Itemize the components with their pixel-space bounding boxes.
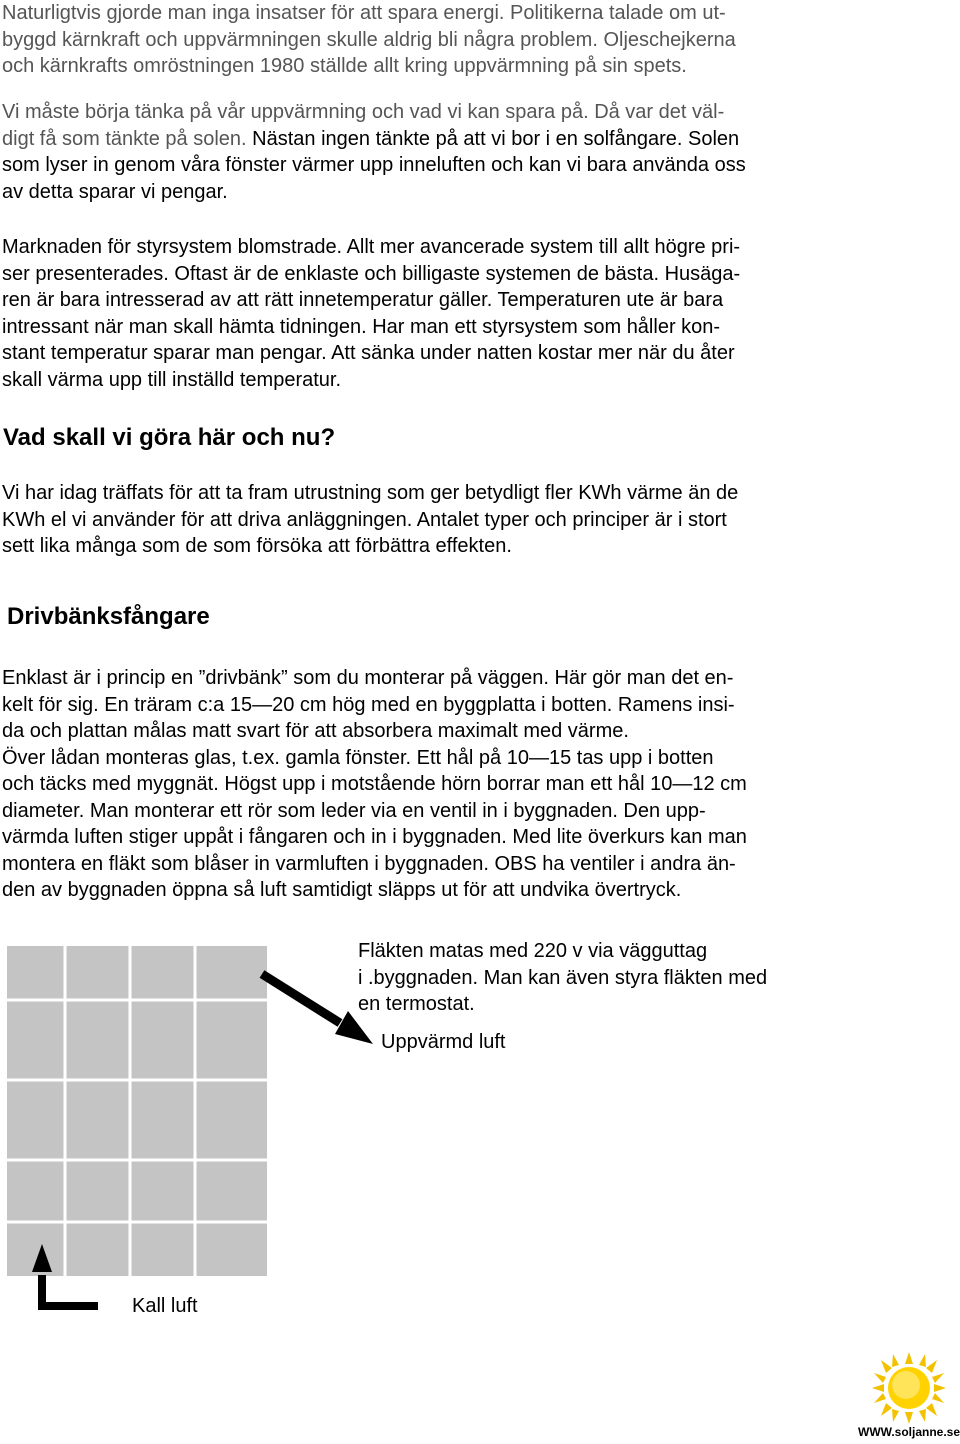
paragraph-line: byggd kärnkraft och uppvärmningen skulle aldrig bli några problem. Oljeschejkerna [2,28,736,51]
fan-note-line: Fläkten matas med 220 v via vägguttag [358,940,708,962]
paragraph-line: och täcks med myggnät. Högst upp i motstående hörn borrar man ett hål 10—12 cm [2,773,747,795]
paragraph-line: Naturligtvis gjorde man inga insatser för att spara energi. Politikerna talade om ut- [2,2,726,24]
paragraph-line: KWh el vi använder för att driva anläggningen. Antalet typer och principer är i stort [2,508,727,531]
paragraph-line: intressant när man skall hämta tidningen. Har man ett styrsystem som håller kon- [2,315,721,338]
paragraph-line: ser presenterades. Oftast är de enklaste och billigaste systemen de bästa. Husäga- [2,262,741,285]
paragraph-line: Över lådan monteras glas, t.ex. gamla fönster. Ett hål på 10—15 tas upp i botten [2,746,714,769]
paragraph-line: Vi har idag träffats för att ta fram utrustning som ger betydligt fler KWh värme än de [2,482,739,504]
paragraph-line: den av byggnaden öppna så luft samtidigt släpps ut för att undvika övertryck. [2,879,682,901]
paragraph-line: ren är bara intresserad av att rätt innetemperatur gäller. Temperaturen ute är bara [2,289,724,311]
paragraph-line: och kärnkrafts omröstningen 1980 ställde allt kring uppvärmning på sin spets. [2,55,687,77]
paragraph-line: diameter. Man monterar ett rör som leder via en ventil in i byggnaden. Den upp- [2,799,706,822]
section-heading: Drivbänksfångare [7,603,210,630]
fan-note-line: i .byggnaden. Man kan även styra fläkten med [358,966,768,989]
warm-air-arrow [262,974,373,1044]
section-heading: Vad skall vi göra här och nu? [3,424,336,451]
website-link[interactable]: WWW.soljanne.se [858,1425,960,1439]
paragraph-line: skall värma upp till inställd temperatur. [2,368,342,391]
paragraph-line: Enklast är i princip en ”drivbänk” som du monterar på väggen. Här gör man det en- [2,667,734,689]
paragraph-line: värmda luften stiger uppåt i fångaren och in i byggnaden. Med lite överkurs kan man [2,826,747,848]
paragraph-line: stant temperatur sparar man pengar. Att sänka under natten kostar mer när du åter [2,342,735,364]
paragraph-line: av detta sparar vi pengar. [2,180,228,203]
paragraph-line: da och plattan målas matt svart för att absorbera maximalt med värme. [2,720,629,742]
fan-note-line: en termostat. [358,993,475,1015]
warm-air-label: Uppvärmd luft [381,1031,506,1053]
paragraph-line: som lyser in genom våra fönster värmer upp inneluften och kan vi bara använda oss [2,154,746,176]
text-span: Nästan ingen tänkte på att vi bor i en solfångare. Solen [252,127,740,150]
paragraph-line: montera en fläkt som blåser in varmluften i byggnaden. OBS ha ventiler i andra än- [2,852,736,875]
paragraph-line: Vi måste börja tänka på vår uppvärmning och vad vi kan spara på. Då var det väl- [2,101,725,123]
paragraph-line: Marknaden för styrsystem blomstrade. Allt mer avancerade system till allt högre pri- [2,236,741,258]
cold-air-label: Kall luft [132,1295,198,1317]
paragraph-line: kelt för sig. En träram c:a 15—20 cm hög med en byggplatta i botten. Ramens insi- [2,693,735,716]
sun-icon [868,1352,950,1424]
paragraph-line [2,126,739,153]
paragraph-line: sett lika många som de som försöka att förbättra effekten. [2,535,512,557]
collector-panel [7,946,267,1276]
text-span: digt få som tänkte på solen. [2,127,253,150]
